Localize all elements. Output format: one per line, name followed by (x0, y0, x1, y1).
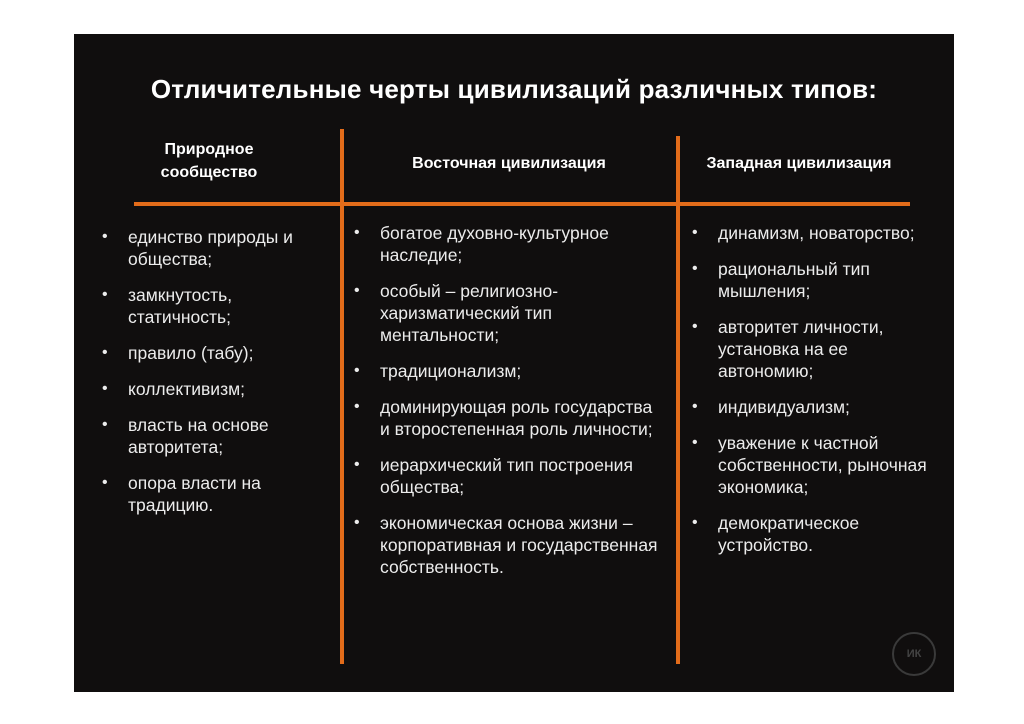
list-item: • традиционализм; (354, 361, 522, 381)
list-item: • экономическая основа жизни – корпоративная и государственная собственность. (354, 513, 658, 577)
list-item: • власть на основе авторитета; (102, 415, 269, 457)
bullet-icon: • (692, 398, 698, 415)
bullet-icon: • (354, 224, 360, 241)
bullet-icon: • (102, 416, 108, 433)
bullet-icon: • (692, 224, 698, 241)
bullet-icon: • (102, 474, 108, 491)
bullet-icon: • (102, 228, 108, 245)
header-divider (134, 202, 910, 206)
list-item: • коллективизм; (102, 379, 245, 399)
list-item: • уважение к частной собственности, рыночная экономика; (692, 433, 927, 497)
list-item: • авторитет личности, установка на ее автономию; (692, 317, 884, 381)
bullet-icon: • (354, 456, 360, 473)
list-item: • правило (табу); (102, 343, 254, 363)
column-divider-2 (676, 136, 680, 664)
list-western (692, 222, 944, 570)
bullet-icon: • (354, 514, 360, 531)
bullet-icon: • (692, 514, 698, 531)
list-item: • особый – религиозно-харизматический тип ментальности; (354, 281, 559, 345)
list-item: • динамизм, новаторство; (692, 223, 915, 243)
column-header-natural: Природное сообщество (160, 141, 258, 181)
list-item: • рациональный тип мышления; (692, 259, 870, 301)
list-natural (102, 226, 332, 530)
logo-seal-icon: ИК (892, 632, 936, 676)
column-header-eastern: Восточная цивилизация (412, 155, 606, 172)
bullet-icon: • (102, 380, 108, 397)
bullet-icon: • (692, 318, 698, 335)
slide (74, 34, 954, 692)
bullet-icon: • (692, 434, 698, 451)
column-divider-1 (340, 129, 344, 664)
list-item: • единство природы и общества; (102, 227, 293, 269)
list-item: • богатое духовно-культурное наследие; (354, 223, 609, 265)
list-item: • опора власти на традицию. (102, 473, 261, 515)
slide-title: Отличительные черты цивилизаций различных типов: (150, 74, 878, 104)
bullet-icon: • (354, 282, 360, 299)
bullet-icon: • (102, 286, 108, 303)
list-eastern (354, 222, 664, 592)
list-item: • иерархический тип построения общества; (354, 455, 633, 497)
bullet-icon: • (102, 344, 108, 361)
column-header-western: Западная цивилизация (706, 155, 892, 172)
list-item: • замкнутость, статичность; (102, 285, 233, 327)
list-item: • индивидуализм; (692, 397, 850, 417)
bullet-icon: • (692, 260, 698, 277)
bullet-icon: • (354, 362, 360, 379)
list-item: • демократическое устройство. (692, 513, 860, 555)
bullet-icon: • (354, 398, 360, 415)
list-item: • доминирующая роль государства и второстепенная роль личности; (354, 397, 653, 439)
